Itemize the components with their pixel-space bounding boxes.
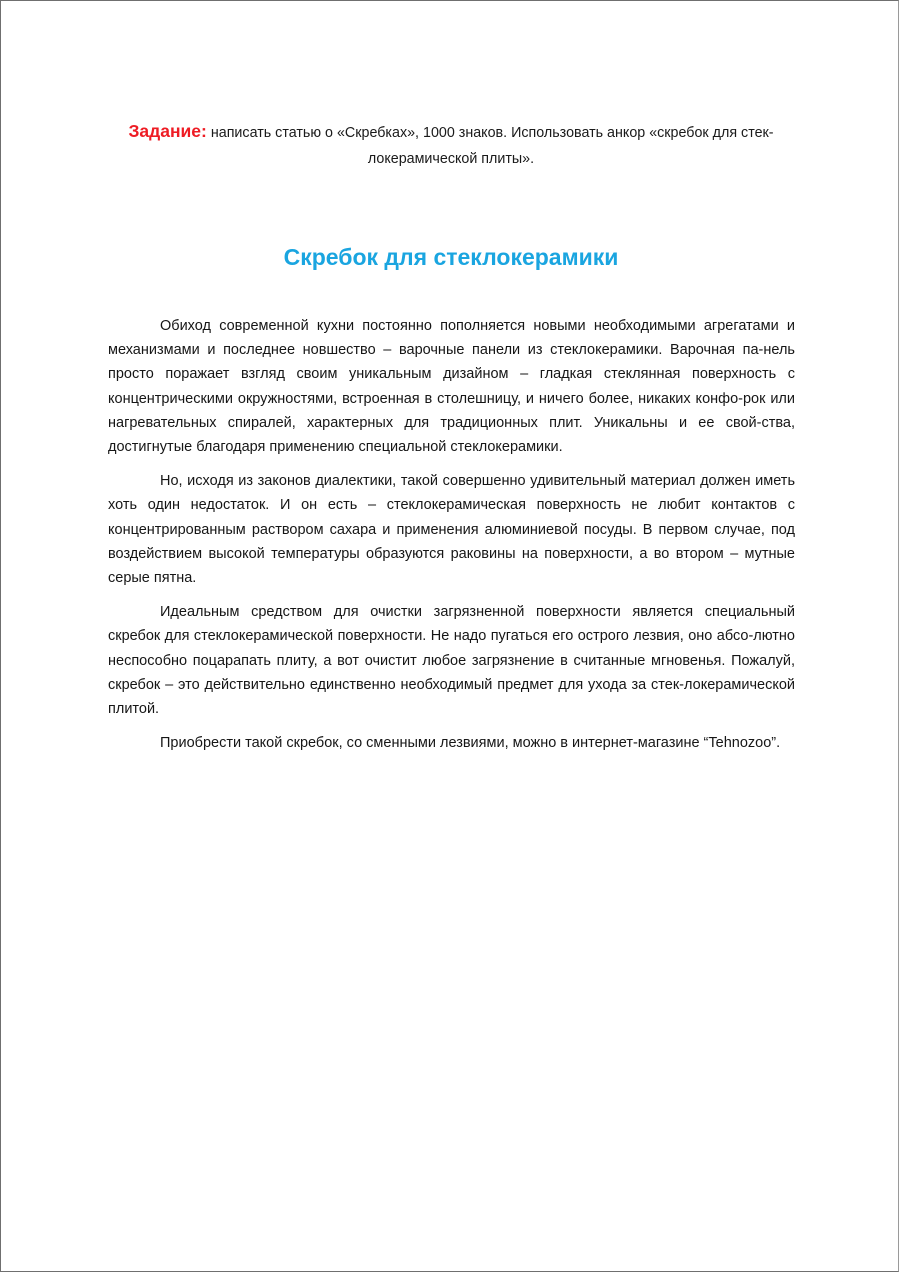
- article-paragraph-2: Но, исходя из законов диалектики, такой совершенно удивительный материал должен иметь хоть один недостаток. И он есть – стеклокерамическая поверхность не любит контактов с концентрированным раствором сахара и применения алюминиевой посуды. В первом случае, под воздействием высокой температуры образуются раковины на поверхности, а во втором – мутные серые пятна.: [108, 473, 795, 587]
- article-paragraph-4: Приобрести такой скребок, со сменными лезвиями, можно в интернет-магазине “Tehnozoo”.: [160, 735, 781, 752]
- task-statement: [91, 118, 811, 172]
- article-paragraph-1: Обиход современной кухни постоянно пополняется новыми необходимыми агрегатами и механизмами и последнее новшество – варочные панели из стеклокерамики. Варочная па-нель просто поражает взгляд своим уникальным дизайном – гладкая стеклянная поверхность с концентрическими окружностями, встроенная в столешницу, и ничего более, никаких конфо-рок или нагревательных спиралей, характерных для традиционных плит. Уникальны и ее свой-ства, достигнутые благодаря применению специальной стеклокерамики.: [108, 318, 795, 456]
- article-body: [108, 314, 795, 765]
- article-paragraph-3: Идеальным средством для очистки загрязненной поверхности является специальный скребок для стеклокерамической поверхности. Не надо пугаться его острого лезвия, оно абсо-лютно неспособно поцарапать плиту, а вот очистит любое загрязнение в считанные мгновенья. Пожалуй, скребок – это действительно единственно необходимый предмет для ухода за стек-локерамической плитой.: [108, 604, 795, 718]
- task-text: написать статью о «Скребках», 1000 знаков. Использовать анкор «скребок для стек-локерамической плиты».: [206, 125, 774, 167]
- article-title: Скребок для стеклокерамики: [283, 244, 619, 270]
- task-label: Задание:: [128, 121, 207, 141]
